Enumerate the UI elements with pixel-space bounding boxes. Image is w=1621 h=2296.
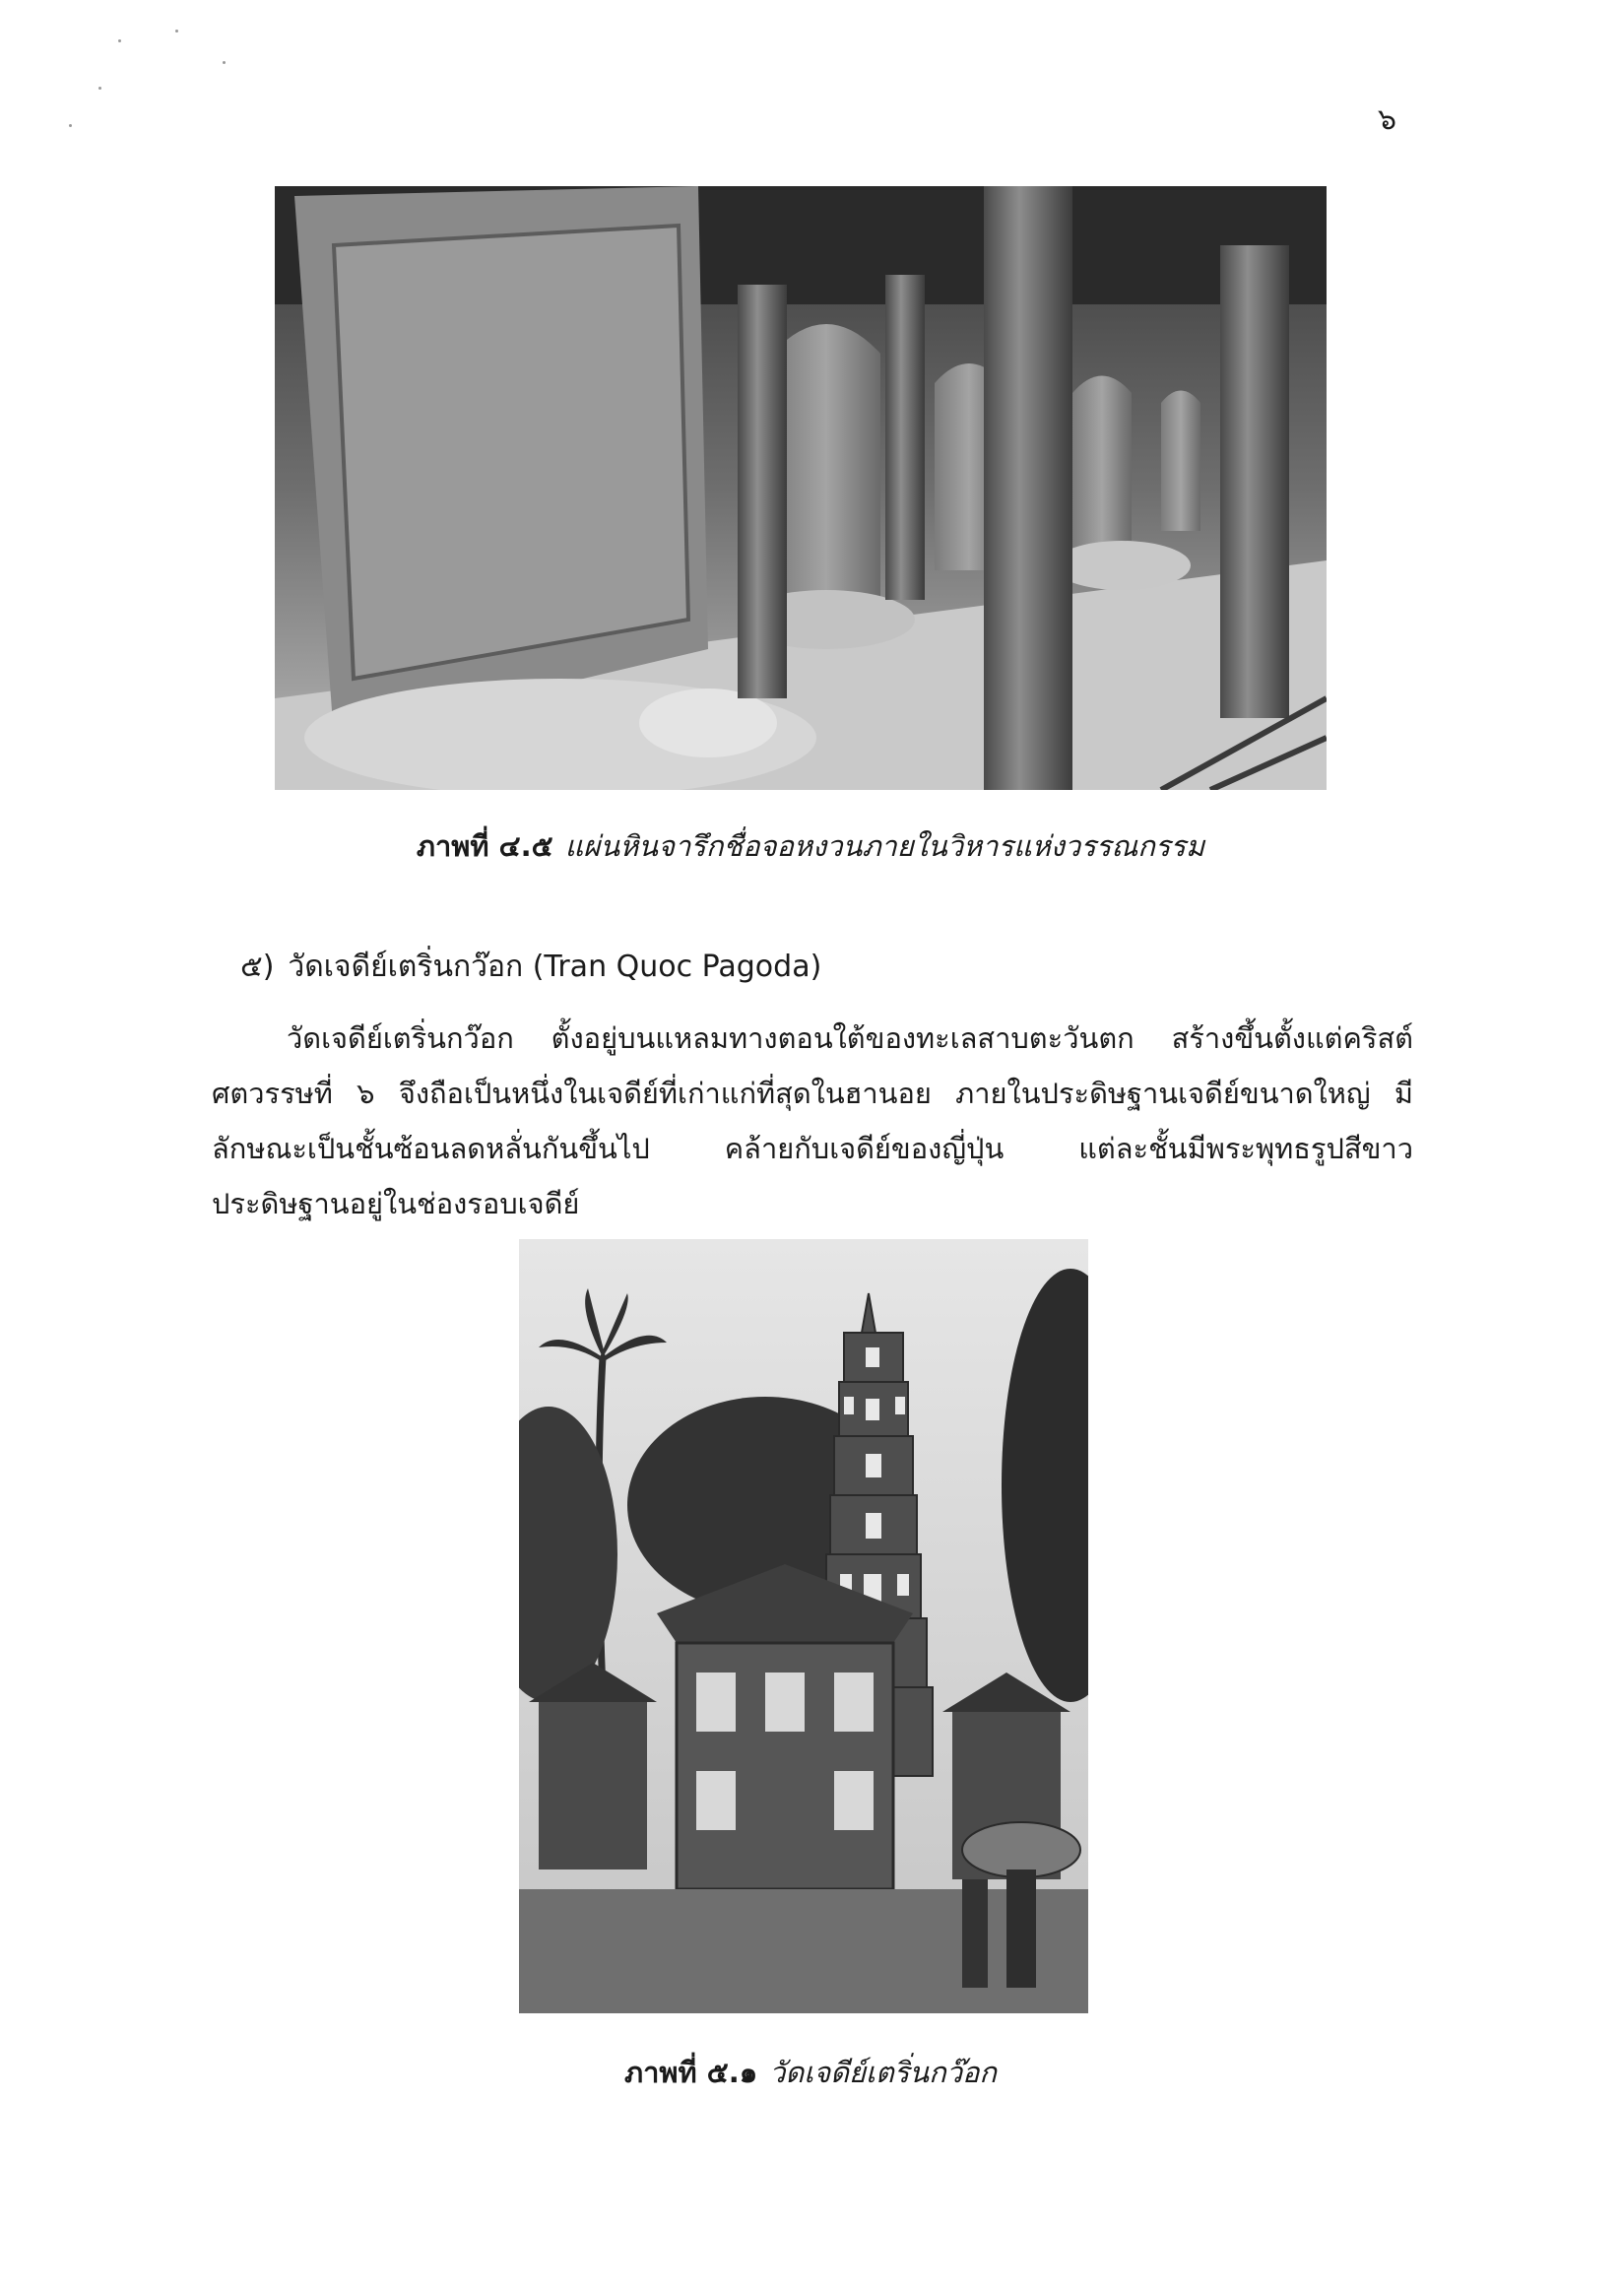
figure-label: ภาพที่ ๔.๕ xyxy=(416,829,553,863)
scan-speck xyxy=(98,87,101,90)
section-number: ๕) xyxy=(240,950,275,984)
scan-speck xyxy=(69,124,72,127)
pagoda-photo xyxy=(519,1239,1088,2013)
stelae-photo xyxy=(275,186,1327,790)
scan-speck xyxy=(175,30,178,33)
body-paragraph: วัดเจดีย์เตริ่นกว๊อก ตั้งอยู่บนแหลมทางตอนใต้ของทะเลสาบตะวันตก สร้างขึ้นตั้งแต่คริสต์ศตวรรษที่ ๖ จึงถือเป็นหนึ่งในเจดีย์ที่เก่าแก่ที่สุดในฮานอย ภายในประดิษฐานเจดีย์ขนาดใหญ่ มีลักษณะเป็นชั้นซ้อนลดหลั่นกันขึ้นไป คล้ายกับเจดีย์ของญี่ปุ่น แต่ละชั้นมีพระพุทธรูปสีขาวประดิษฐานอยู่ในช่องรอบเจดีย์ xyxy=(212,1021,1413,1220)
scan-speck xyxy=(223,61,226,64)
figure-caption xyxy=(0,823,1621,869)
scan-speck xyxy=(118,39,121,42)
figure-caption-text: วัดเจดีย์เตริ่นกว๊อก xyxy=(769,2056,997,2089)
section-title: วัดเจดีย์เตริ่นกว๊อก (Tran Quoc Pagoda) xyxy=(288,950,822,984)
figure-caption-text: แผ่นหินจารึกชื่อจอหงวนภายในวิหารแห่งวรรณกรรม xyxy=(564,829,1205,863)
page-number: ๖ xyxy=(1377,102,1396,137)
section-heading xyxy=(240,944,821,990)
figure-caption xyxy=(0,2050,1621,2095)
figure-label: ภาพที่ ๕.๑ xyxy=(624,2056,758,2089)
